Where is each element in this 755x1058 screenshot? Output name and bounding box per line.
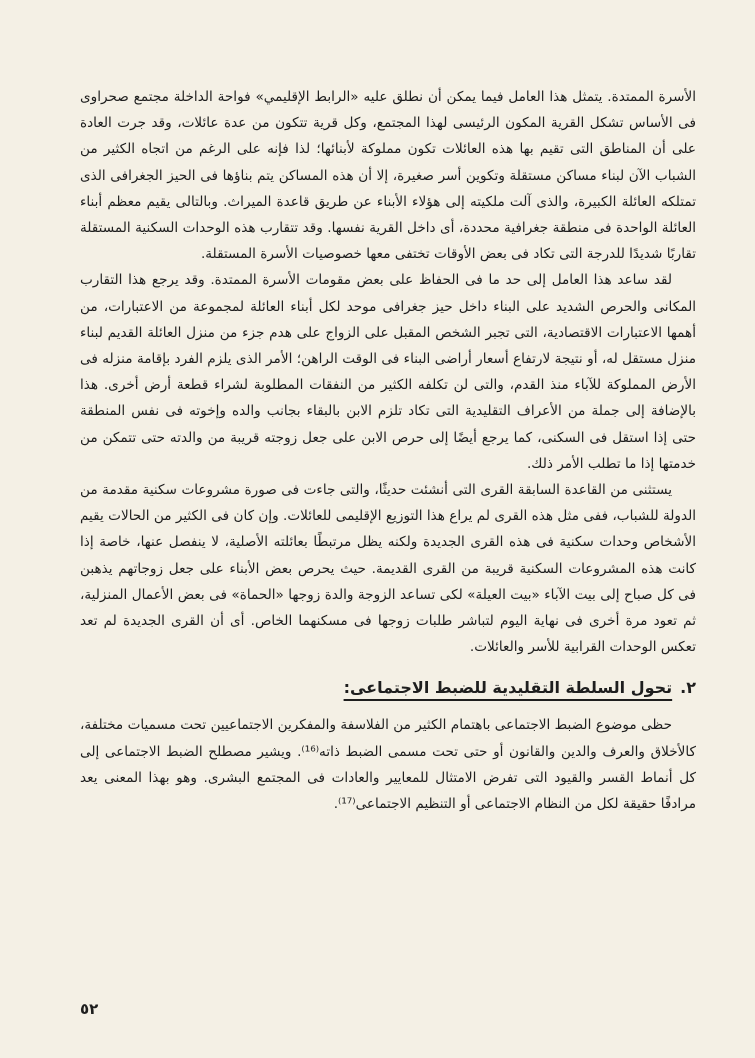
section-paragraph-1: حظى موضوع الضبط الاجتماعى باهتمام الكثير من الفلاسفة والمفكرين الاجتماعيين تحت مسميات مختلفة، كالأخلاق والعرف والدين والقانون أو حتى تحت مسمى الضبط ذاته⁽¹⁶⁾. ويشير مصطلح الضبط الاجتماعى إلى كل أنماط القسر والقيود التى تفرض الامتثال للمعايير والعادات فى المجتمع البشرى. وهو بهذا المعنى يعد مرادفًا حقيقة لكل من النظام الاجتماعى أو التنظيم الاجتماعى⁽¹⁷⁾. <box>80 717 697 813</box>
body-paragraph-2: لقد ساعد هذا العامل إلى حد ما فى الحفاظ على بعض مقومات الأسرة الممتدة. وقد يرجع هذا التقارب المكانى والحرص الشديد على البناء داخل حيز جغرافى موحد لكل أبناء العائلة لمجموعة من الاعتبارات، من أهمها الاعتبارات الاقتصادية، التى تجبر الشخص المقبل على الزواج على هدم جزء من منزل العائلة القديم لبناء منزل مستقل له، أو نتيجة لارتفاع أسعار أراضى البناء فى الوقت الراهن؛ الأمر الذى يلزم الفرد بإقامة منزله فى الأرض المملوكة للآباء منذ القدم، والتى لن تكلفه الكثير من النفقات المطلوبة لشراء قطعة أرض أخرى. هذا بالإضافة إلى جملة من الأعراف التقليدية التى تكاد تلزم الابن بالبقاء بجانب والده وإخوته فى نفس المنطقة حتى إذا استقل فى السكنى، كما يرجع أيضًا إلى حرص الابن على جعل زوجته قريبة من والدته حتى تتمكن من خدمتها إذا ما تطلب الأمر ذلك. <box>80 272 696 472</box>
body-paragraph-3: يستثنى من القاعدة السابقة القرى التى أنشئت حديثًا، والتى جاءت فى صورة مشروعات سكنية مقدمة من الدولة للشباب، ففى مثل هذه القرى لم يراع هذا التوزيع الإقليمى للعائلات. وإن كان فى الكثير من الحالات يقيم الأشخاص وحدات سكنية فى هذه القرى الجديدة ولكنه يظل مرتبطًا بعائلته الأصلية، لا ينفصل عنها، خاصة إذا كانت هذه المشروعات السكنية قريبة من القرى القديمة. حيث يحرص بعض الأبناء على جعل زوجاتهم يذهبن فى كل صباح إلى بيت الآباء «بيت العيلة» لكى تساعد الزوجة والدة زوجها «الحماة» فى بعض الأعمال المنزلية، ثم تعود مرة أخرى فى نهاية اليوم لتباشر طلبات زوجها فى مسكنهما الخاص. أى أن القرى الجديدة لم تعد تعكس الوحدات القرابية للأسر والعائلات. <box>80 482 696 656</box>
text-column <box>80 84 696 817</box>
section-number: ٢. <box>680 678 696 698</box>
page-number: ٥٢ <box>80 1000 99 1018</box>
section-title: تحول السلطة التقليدية للضبط الاجتماعى: <box>343 678 673 698</box>
section-heading <box>80 674 696 702</box>
body-paragraph-1: الأسرة الممتدة. يتمثل هذا العامل فيما يمكن أن نطلق عليه «الرابط الإقليمي» فواحة الداخلة مجتمع صحراوى فى الأساس تشكل القرية المكون الرئيسى لهذا المجتمع، وكل قرية تتكون من عدة عائلات، وقد جرت العادة على أن المناطق التى تقيم بها هذه العائلات تكون مملوكة لأبنائها؛ لذا فإنه على الرغم من اتجاه الكثير من الشباب الآن لبناء مساكن مستقلة وتكوين أسر صغيرة، إلا أن هذه المساكن يتم بناؤها فى الحيز الجغرافى الذى تمتلكه العائلة الكبيرة، والذى آلت ملكيته إلى هؤلاء الأبناء عن طريق قاعدة الميراث. وبالتالى يقيم معظم أبناء العائلة الواحدة فى منطقة جغرافية محددة، أى داخل القرية نفسها. وقد تتقارب هذه الوحدات السكنية المستقلة تقاربًا شديدًا للدرجة التى تكاد فى بعض الأوقات تختفى معها خصوصيات الأسرة المستقلة. <box>80 89 696 263</box>
